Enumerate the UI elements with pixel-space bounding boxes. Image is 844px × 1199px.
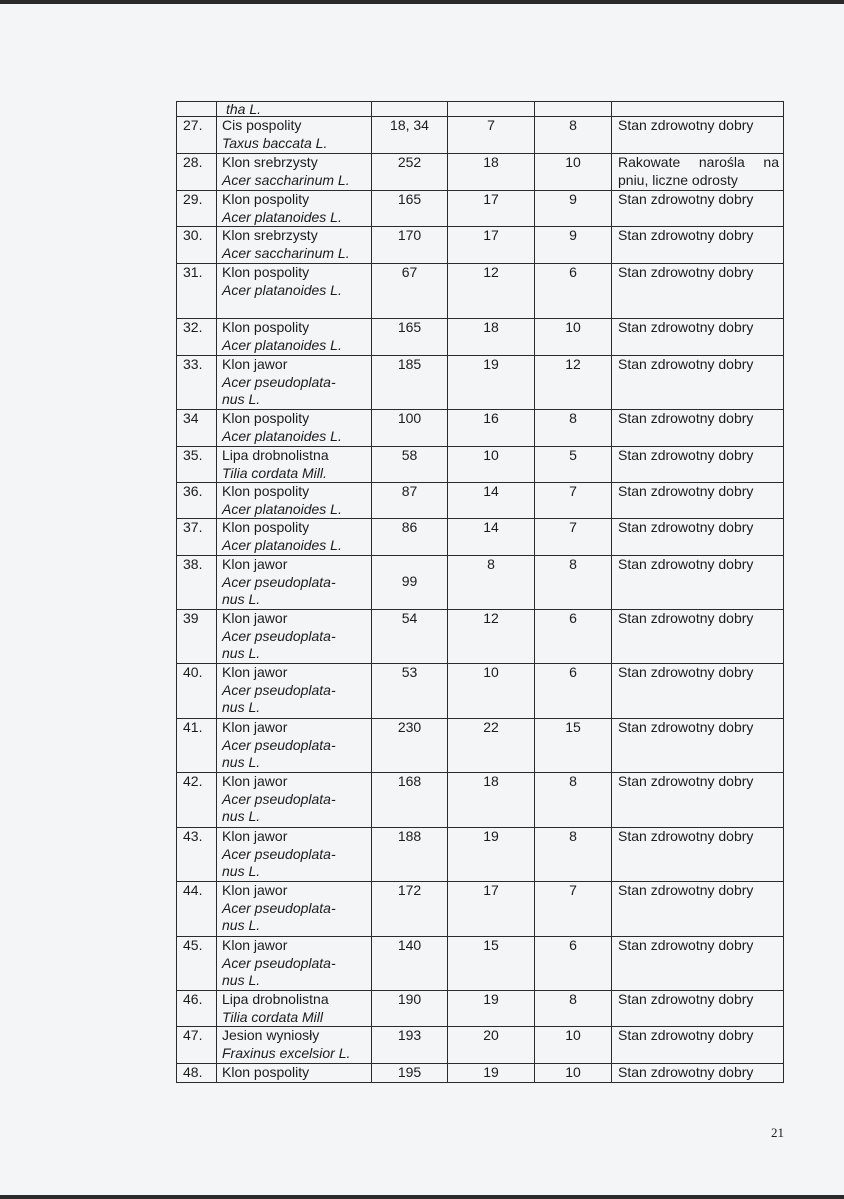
cell-species: [217, 991, 372, 1027]
cell-condition: Stan zdrowotny dobry: [612, 483, 784, 519]
cell-nr: 37.: [177, 519, 217, 556]
species-latin-name: Acer pseudoplata-nus L.: [222, 736, 336, 770]
species-latin-name: Acer pseudoplata-nus L.: [222, 954, 336, 988]
cell-condition: Stan zdrowotny dobry: [612, 191, 784, 227]
cell-value-c: 7: [535, 519, 612, 556]
cell-species: [217, 410, 372, 447]
cell-value-b: 10: [448, 664, 535, 719]
cell-value-c: 8: [535, 773, 612, 828]
table-row: [177, 610, 784, 664]
cell-species: [217, 191, 372, 227]
species-latin-name: Tilia cordata Mill: [222, 1008, 324, 1025]
cell-condition: Stan zdrowotny dobry: [612, 117, 784, 154]
cell-value-a: 100: [372, 410, 448, 447]
cell-value-b: 17: [448, 191, 535, 227]
table-row: [177, 356, 784, 410]
species-latin-name: Tilia cordata Mill.: [222, 464, 327, 481]
cell-value-b: 19: [448, 991, 535, 1027]
species-common-name: Lipa drobnolistna: [222, 447, 329, 463]
cell-value-a: 99: [372, 556, 448, 610]
cell-value-a: 170: [372, 227, 448, 264]
table-row: [177, 991, 784, 1027]
cell-condition: Stan zdrowotny dobry: [612, 719, 784, 773]
table-row: [177, 117, 784, 154]
species-common-name: Klon pospolity: [222, 191, 310, 207]
species-latin-name: Acer platanoides L.: [222, 427, 342, 444]
cell-value-b: 15: [448, 937, 535, 991]
cell-value-c: 6: [535, 937, 612, 991]
cell-value-c: 10: [535, 154, 612, 191]
cell-value-a: 252: [372, 154, 448, 191]
cell-value-a: 53: [372, 664, 448, 719]
species-common-name: Klon jawor: [222, 937, 288, 953]
species-latin-name: Acer platanoides L.: [222, 208, 342, 225]
cell-nr: 40.: [177, 664, 217, 719]
cell-value-c: 8: [535, 556, 612, 610]
cell-value-b: 20: [448, 1027, 535, 1064]
cell-value-c: 5: [535, 447, 612, 483]
cell-condition: Stan zdrowotny dobry: [612, 773, 784, 828]
cell-nr: 42.: [177, 773, 217, 828]
species-latin-name: Acer platanoides L.: [222, 536, 342, 553]
species-common-name: Klon pospolity: [222, 264, 310, 280]
cell-value-a: 188: [372, 828, 448, 882]
cell-species: [217, 828, 372, 882]
table-row: [177, 319, 784, 356]
table-row: [177, 664, 784, 719]
species-latin-name: Acer pseudoplata-nus L.: [222, 573, 336, 607]
cell-condition: Stan zdrowotny dobry: [612, 828, 784, 882]
cell-species: [217, 664, 372, 719]
table-row: [177, 519, 784, 556]
cell-value-b: 7: [448, 117, 535, 154]
cell-nr: [177, 102, 217, 117]
cell-value-a: 18, 34: [372, 117, 448, 154]
cell-nr: 32.: [177, 319, 217, 356]
cell-value-c: 6: [535, 264, 612, 319]
cell-value-b: 18: [448, 319, 535, 356]
cell-nr: 34: [177, 410, 217, 447]
species-latin-name: Acer saccharinum L.: [222, 244, 350, 261]
cell-value-a: 168: [372, 773, 448, 828]
species-common-name: Klon srebrzysty: [222, 154, 318, 170]
cell-value-a: 86: [372, 519, 448, 556]
cell-species: [217, 447, 372, 483]
cell-species: [217, 264, 372, 319]
cell-value-a: 165: [372, 191, 448, 227]
cell-value-a: 165: [372, 319, 448, 356]
species-latin-name: Fraxinus excelsior L.: [222, 1044, 351, 1061]
cell-value-b: 14: [448, 483, 535, 519]
cell-nr: 48.: [177, 1064, 217, 1083]
cell-value-a: 193: [372, 1027, 448, 1064]
species-common-name: Klon jawor: [222, 356, 288, 372]
cell-value-a: 87: [372, 483, 448, 519]
cell-species: [217, 882, 372, 937]
cell-condition: Stan zdrowotny dobry: [612, 1064, 784, 1083]
scan-bottom-edge: [0, 1195, 844, 1199]
cell-nr: 43.: [177, 828, 217, 882]
cell-condition: Stan zdrowotny dobry: [612, 264, 784, 319]
cell-nr: 30.: [177, 227, 217, 264]
cell-nr: 38.: [177, 556, 217, 610]
cell-value-b: 16: [448, 410, 535, 447]
cell-species: [217, 483, 372, 519]
cell-value-c: 8: [535, 828, 612, 882]
cell-value-c: 6: [535, 664, 612, 719]
cell-species: [217, 719, 372, 773]
cell-value-c: 15: [535, 719, 612, 773]
species-latin-name: Acer platanoides L.: [222, 500, 342, 517]
cell-value-c: 8: [535, 117, 612, 154]
cell-nr: 41.: [177, 719, 217, 773]
species-common-name: Klon pospolity: [222, 519, 310, 535]
cell-species: [217, 556, 372, 610]
table-row: [177, 410, 784, 447]
cell-condition: Stan zdrowotny dobry: [612, 556, 784, 610]
cell-species: [217, 102, 372, 117]
cell-species: [217, 937, 372, 991]
page-number: 21: [771, 1125, 784, 1140]
cell-condition: Stan zdrowotny dobry: [612, 410, 784, 447]
cell-value-c: 7: [535, 483, 612, 519]
cell-condition: [612, 102, 784, 117]
tree-inventory-table: [176, 101, 784, 1083]
cell-value-c: 7: [535, 882, 612, 937]
cell-species: [217, 356, 372, 410]
cell-nr: 47.: [177, 1027, 217, 1064]
cell-condition: Rakowate narośla na pniu, liczne odrosty: [612, 154, 784, 191]
cell-nr: 33.: [177, 356, 217, 410]
cell-condition: Stan zdrowotny dobry: [612, 356, 784, 410]
table-body: [177, 102, 784, 1083]
species-latin-name: Acer pseudoplata-nus L.: [222, 681, 336, 715]
cell-value-b: [448, 102, 535, 117]
cell-nr: 29.: [177, 191, 217, 227]
cell-value-b: 19: [448, 1064, 535, 1083]
cell-nr: 28.: [177, 154, 217, 191]
cell-condition: Stan zdrowotny dobry: [612, 519, 784, 556]
species-common-name: Klon pospolity: [222, 1064, 310, 1080]
table-row: [177, 191, 784, 227]
table-row: [177, 1064, 784, 1083]
cell-value-b: 8: [448, 556, 535, 610]
cell-value-b: 22: [448, 719, 535, 773]
cell-nr: 31.: [177, 264, 217, 319]
species-common-name: Jesion wyniosły: [222, 1027, 320, 1043]
cell-value-b: 12: [448, 264, 535, 319]
cell-value-c: 10: [535, 1064, 612, 1083]
species-latin-name: Acer platanoides L.: [222, 281, 342, 298]
cell-value-a: 54: [372, 610, 448, 664]
cell-value-b: 18: [448, 773, 535, 828]
cell-species: [217, 773, 372, 828]
cell-species: [217, 154, 372, 191]
species-common-name: Klon jawor: [222, 773, 288, 789]
cell-value-c: 8: [535, 991, 612, 1027]
cell-value-a: 230: [372, 719, 448, 773]
species-latin: tha L.: [226, 101, 262, 117]
cell-value-b: 17: [448, 227, 535, 264]
table-row: [177, 882, 784, 937]
table-row: [177, 264, 784, 319]
species-latin-name: Acer platanoides L.: [222, 336, 342, 353]
table-row: [177, 719, 784, 773]
cell-value-c: 10: [535, 1027, 612, 1064]
species-common-name: Klon jawor: [222, 556, 288, 572]
cell-species: [217, 1027, 372, 1064]
species-latin-name: Acer saccharinum L.: [222, 171, 350, 188]
table-row: [177, 556, 784, 610]
cell-value-c: 6: [535, 610, 612, 664]
cell-nr: 27.: [177, 117, 217, 154]
cell-condition: Stan zdrowotny dobry: [612, 664, 784, 719]
species-common-name: Lipa drobnolistna: [222, 991, 329, 1007]
cell-condition: Stan zdrowotny dobry: [612, 991, 784, 1027]
species-common-name: Klon jawor: [222, 828, 288, 844]
cell-value-c: 10: [535, 319, 612, 356]
cell-value-a: 195: [372, 1064, 448, 1083]
cell-value-a: 67: [372, 264, 448, 319]
cell-condition: Stan zdrowotny dobry: [612, 937, 784, 991]
cell-species: [217, 519, 372, 556]
cell-value-a: 190: [372, 991, 448, 1027]
cell-condition: Stan zdrowotny dobry: [612, 1027, 784, 1064]
cell-value-c: 8: [535, 410, 612, 447]
species-latin-name: Taxus baccata L.: [222, 134, 328, 151]
table-row: [177, 828, 784, 882]
species-latin-name: Acer pseudoplata-nus L.: [222, 790, 336, 824]
cell-value-b: 19: [448, 356, 535, 410]
cell-condition: Stan zdrowotny dobry: [612, 447, 784, 483]
cell-value-b: 12: [448, 610, 535, 664]
cell-nr: 44.: [177, 882, 217, 937]
species-common-name: Klon pospolity: [222, 410, 310, 426]
cell-value-c: 12: [535, 356, 612, 410]
cell-value-a: 58: [372, 447, 448, 483]
species-common-name: Klon jawor: [222, 719, 288, 735]
cell-nr: 45.: [177, 937, 217, 991]
cell-species: [217, 1064, 372, 1083]
species-common-name: Klon pospolity: [222, 483, 310, 499]
cell-species: [217, 319, 372, 356]
table-row: [177, 102, 784, 117]
cell-value-b: 17: [448, 882, 535, 937]
species-latin-name: Acer pseudoplata-nus L.: [222, 899, 336, 933]
species-latin-name: Acer pseudoplata-nus L.: [222, 373, 336, 407]
cell-condition: Stan zdrowotny dobry: [612, 319, 784, 356]
species-common-name: Klon pospolity: [222, 319, 310, 335]
cell-condition: Stan zdrowotny dobry: [612, 882, 784, 937]
species-common-name: Klon jawor: [222, 664, 288, 680]
cell-value-b: 18: [448, 154, 535, 191]
cell-nr: 35.: [177, 447, 217, 483]
cell-value-a: 172: [372, 882, 448, 937]
species-common-name: Cis pospolity: [222, 117, 302, 133]
cell-nr: 39: [177, 610, 217, 664]
table-row: [177, 773, 784, 828]
cell-species: [217, 610, 372, 664]
cell-value-c: [535, 102, 612, 117]
cell-condition: Stan zdrowotny dobry: [612, 610, 784, 664]
cell-nr: 46.: [177, 991, 217, 1027]
species-common-name: Klon jawor: [222, 610, 288, 626]
cell-value-c: 9: [535, 191, 612, 227]
cell-nr: 36.: [177, 483, 217, 519]
scan-top-edge: [0, 0, 844, 4]
table-row: [177, 447, 784, 483]
cell-value-b: 19: [448, 828, 535, 882]
species-common-name: Klon jawor: [222, 882, 288, 898]
cell-value-b: 10: [448, 447, 535, 483]
cell-value-c: 9: [535, 227, 612, 264]
cell-species: [217, 227, 372, 264]
table-row: [177, 1027, 784, 1064]
cell-value-b: 14: [448, 519, 535, 556]
species-latin-name: Acer pseudoplata-nus L.: [222, 845, 336, 879]
cell-species: [217, 117, 372, 154]
species-latin-name: Acer pseudoplata-nus L.: [222, 627, 336, 661]
cell-condition: Stan zdrowotny dobry: [612, 227, 784, 264]
table-row: [177, 227, 784, 264]
table-row: [177, 937, 784, 991]
cell-value-a: [372, 102, 448, 117]
cell-value-a: 140: [372, 937, 448, 991]
table-row: [177, 154, 784, 191]
species-common-name: Klon srebrzysty: [222, 227, 318, 243]
cell-value-a: 185: [372, 356, 448, 410]
table-row: [177, 483, 784, 519]
